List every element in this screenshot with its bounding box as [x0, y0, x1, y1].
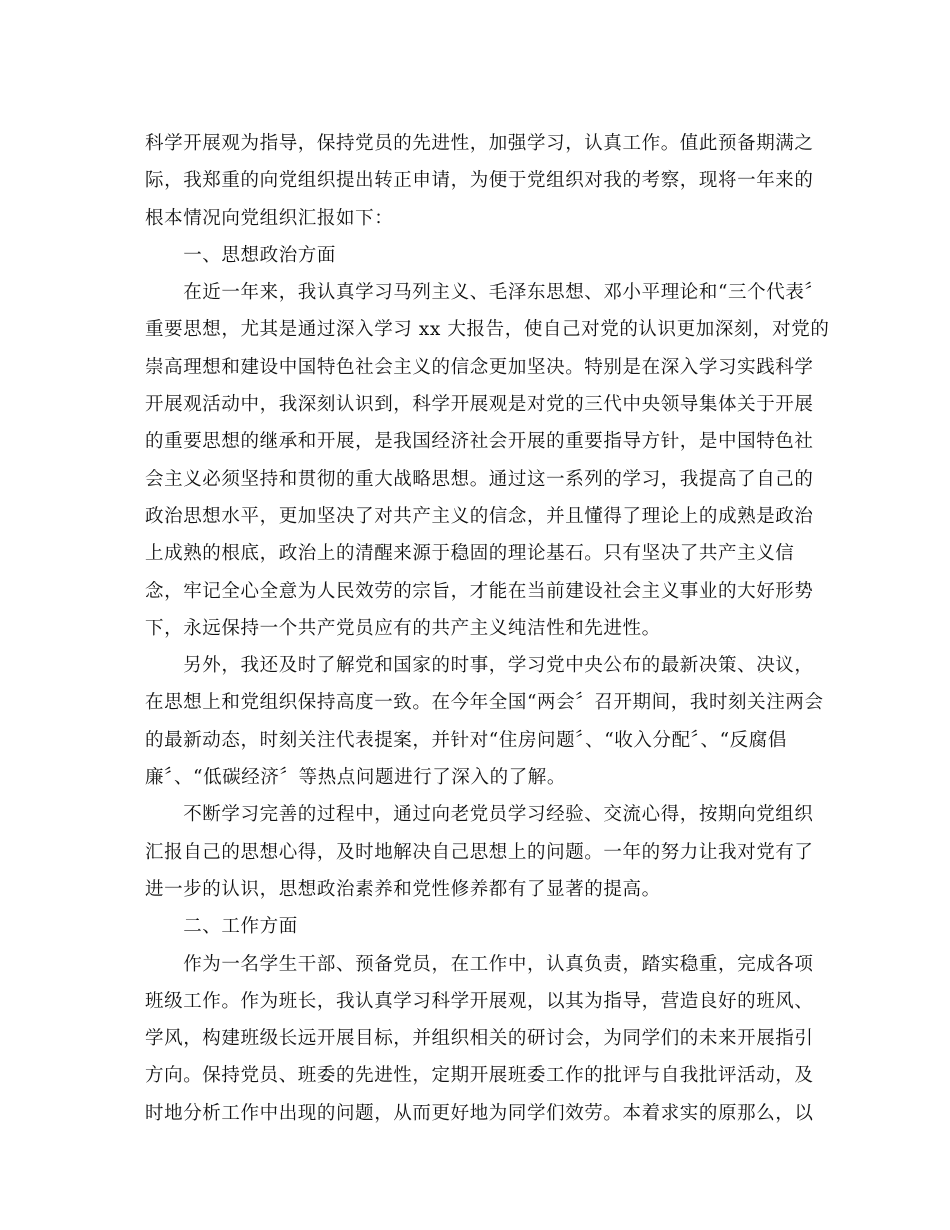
text-line: 科学开展观为指导，保持党员的先进性，加强学习，认真工作。值此预备期满之	[145, 133, 814, 154]
text-line: 际，我郑重的向党组织提出转正申请，为便于党组织对我的考察，现将一年来的	[145, 170, 814, 192]
text-line: 念，牢记全心全意为人民效劳的宗旨，才能在当前建设社会主义事业的大好形势	[145, 580, 814, 602]
text-line: 学风，构建班级长远开展目标，并组织相关的研讨会，为同学们的未来开展指引	[145, 1028, 814, 1050]
text-line: 崇高理想和建设中国特色社会主义的信念更加坚决。特别是在深入学习实践科学	[145, 356, 814, 378]
text-line: 下，永远保持一个共产党员应有的共产主义纯洁性和先进性。	[145, 617, 661, 639]
paragraph	[145, 796, 814, 908]
text-line: 二、工作方面	[145, 916, 298, 938]
section-heading	[145, 237, 805, 274]
paragraph	[145, 946, 814, 1132]
text-line: 班级工作。作为班长，我认真学习科学开展观，以其为指导，营造良好的班风、	[145, 990, 814, 1012]
text-line: 开展观活动中，我深刻认识到，科学开展观是对党的三代中央领导集体关于开展	[145, 394, 814, 416]
paragraph	[145, 274, 830, 647]
text-line: 方向。保持党员、班委的先进性，定期开展班委工作的批评与自我批评活动，及	[145, 1065, 814, 1087]
text-line: 廉〞、“低碳经济〞等热点问题进行了深入的了解。	[145, 767, 567, 789]
section-heading	[145, 908, 805, 945]
text-line: 的最新动态，时刻关注代表提案，并针对“住房问题〞、“收入分配〞、“反腐倡	[145, 729, 787, 751]
text-line: 重要思想，尤其是通过深入学习 xx 大报告，使自己对党的认识更加深刻，对党的	[145, 319, 830, 341]
document-body	[145, 125, 830, 1132]
text-line: 进一步的认识，思想政治素养和党性修养都有了显著的提高。	[145, 878, 661, 900]
text-line: 另外，我还及时了解党和国家的时事，学习党中央公布的最新决策、决议，	[145, 655, 814, 677]
text-line: 作为一名学生干部、预备党员，在工作中，认真负责，踏实稳重，完成各项	[145, 953, 814, 975]
paragraph	[145, 647, 824, 796]
text-line: 根本情况向党组织汇报如下：	[145, 207, 394, 229]
text-line: 不断学习完善的过程中，通过向老党员学习经验、交流心得，按期向党组织	[145, 804, 814, 826]
text-line: 在近一年来，我认真学习马列主义、毛泽东思想、邓小平理论和“三个代表〞	[145, 282, 824, 304]
text-line: 的重要思想的继承和开展，是我国经济社会开展的重要指导方针，是中国特色社	[145, 431, 814, 453]
text-line: 上成熟的根底，政治上的清醒来源于稳固的理论基石。只有坚决了共产主义信	[145, 543, 795, 565]
text-line: 一、思想政治方面	[145, 244, 337, 266]
text-line: 在思想上和党组织保持高度一致。在今年全国“两会〞召开期间，我时刻关注两会	[145, 692, 824, 714]
text-line: 政治思想水平，更加坚决了对共产主义的信念，并且懂得了理论上的成熟是政治	[145, 505, 814, 527]
text-line: 会主义必须坚持和贯彻的重大战略思想。通过这一系列的学习，我提高了自己的	[145, 468, 814, 490]
paragraph	[145, 125, 814, 237]
text-line: 时地分析工作中出现的问题，从而更好地为同学们效劳。本着求实的原那么，以	[145, 1102, 814, 1124]
text-line: 汇报自己的思想心得，及时地解决自己思想上的问题。一年的努力让我对党有了	[145, 841, 814, 863]
